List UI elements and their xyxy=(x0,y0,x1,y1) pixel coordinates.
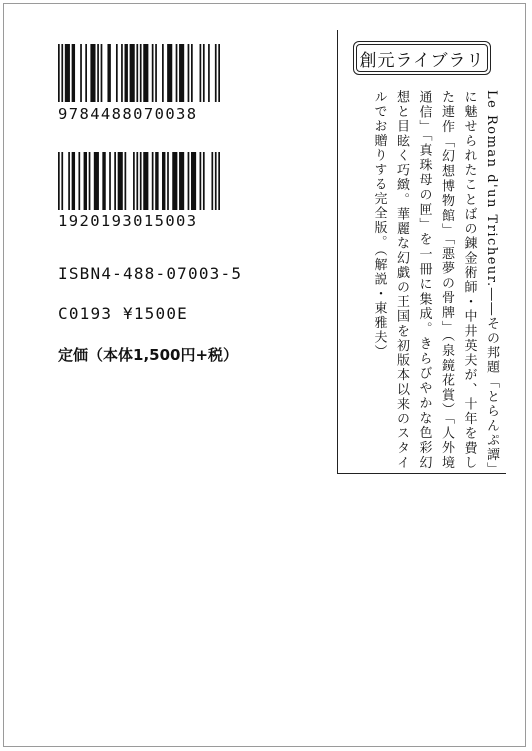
barcode-bar xyxy=(167,44,172,102)
series-label-box xyxy=(353,41,491,75)
barcode-bar xyxy=(61,152,63,210)
isbn-barcode xyxy=(58,44,220,102)
barcode-bar xyxy=(191,44,193,102)
barcode-bar xyxy=(188,152,190,210)
barcode-bar xyxy=(203,152,205,210)
classification-code: C0193 ¥1500E xyxy=(58,304,188,323)
barcode-bar xyxy=(191,152,196,210)
barcode-bar xyxy=(215,44,217,102)
barcode-bar xyxy=(68,152,70,210)
barcode-bar xyxy=(215,152,217,210)
barcode-bar xyxy=(152,152,154,210)
barcode-bar xyxy=(130,44,135,102)
barcode-bar xyxy=(155,44,157,102)
barcode-bar xyxy=(172,152,177,210)
barcode-bar xyxy=(78,152,80,210)
barcode-bar xyxy=(61,44,63,102)
barcode-bar xyxy=(162,152,165,210)
barcode-bar xyxy=(143,44,148,102)
barcode-bar xyxy=(155,152,158,210)
price-barcode-number: 1920193015003 xyxy=(58,212,198,230)
barcode-bar xyxy=(176,44,178,102)
barcode-bar xyxy=(85,44,87,102)
barcode-bar xyxy=(90,44,95,102)
isbn-text: ISBN4-488-07003-5 xyxy=(58,264,243,283)
isbn-barcode-number: 9784488070038 xyxy=(58,105,198,123)
barcode-bar xyxy=(72,44,75,102)
barcode-bar xyxy=(152,44,154,102)
barcode-bar xyxy=(116,44,118,102)
barcode-bar xyxy=(125,152,127,210)
barcode-bar xyxy=(97,44,99,102)
barcode-bar xyxy=(179,152,184,210)
barcode-bar xyxy=(102,152,105,210)
barcode-bar xyxy=(143,152,148,210)
barcode-bar xyxy=(162,44,164,102)
barcode-bar xyxy=(118,152,123,210)
series-label: 創元ライブラリ xyxy=(356,44,488,72)
price-barcode xyxy=(58,152,220,210)
barcode-bar xyxy=(114,152,116,210)
barcode-bar xyxy=(179,44,184,102)
barcode-bar xyxy=(109,152,111,210)
barcode-bar xyxy=(140,152,142,210)
barcode-bar xyxy=(208,44,210,102)
barcode-bar xyxy=(89,152,91,210)
barcode-bar xyxy=(121,44,123,102)
barcode-bar xyxy=(107,44,110,102)
barcode-bar xyxy=(136,44,138,102)
barcode-bar xyxy=(200,44,202,102)
price-text: 定価（本体1,500円+税） xyxy=(58,346,239,364)
barcode-bar xyxy=(167,152,169,210)
barcode-bar xyxy=(58,44,60,102)
barcode-bar xyxy=(101,44,103,102)
barcode-bar xyxy=(200,152,202,210)
barcode-bar xyxy=(140,44,142,102)
barcode-bar xyxy=(218,152,220,210)
book-description-text: Le Roman d'un Tricheur.――その邦題「とらんぷ譚」に魅せられたことばの錬金術師・中井英夫が、十年を費した連作「幻想博物館」「悪夢の骨牌」（泉鏡花賞）「人外境通信」「真珠母の匣」を一冊に集成。きらびやかな色彩幻想と目眩く巧緻。華麗な幻戯の王国を初版本以来のスタイルでお贈りする完全版。（解説・東雅夫） xyxy=(371,90,499,470)
barcode-bar xyxy=(58,152,60,210)
barcode-bar xyxy=(133,152,135,210)
barcode-bar xyxy=(211,152,213,210)
barcode-bar xyxy=(80,44,82,102)
barcode-bar xyxy=(65,44,70,102)
barcode-bar xyxy=(84,152,87,210)
book-description xyxy=(344,90,502,470)
barcode-bar xyxy=(136,152,138,210)
barcode-bar xyxy=(125,44,128,102)
barcode-bar xyxy=(203,44,205,102)
barcode-bar xyxy=(94,152,99,210)
barcode-bar xyxy=(188,44,190,102)
barcode-bar xyxy=(218,44,220,102)
barcode-bar xyxy=(72,152,75,210)
